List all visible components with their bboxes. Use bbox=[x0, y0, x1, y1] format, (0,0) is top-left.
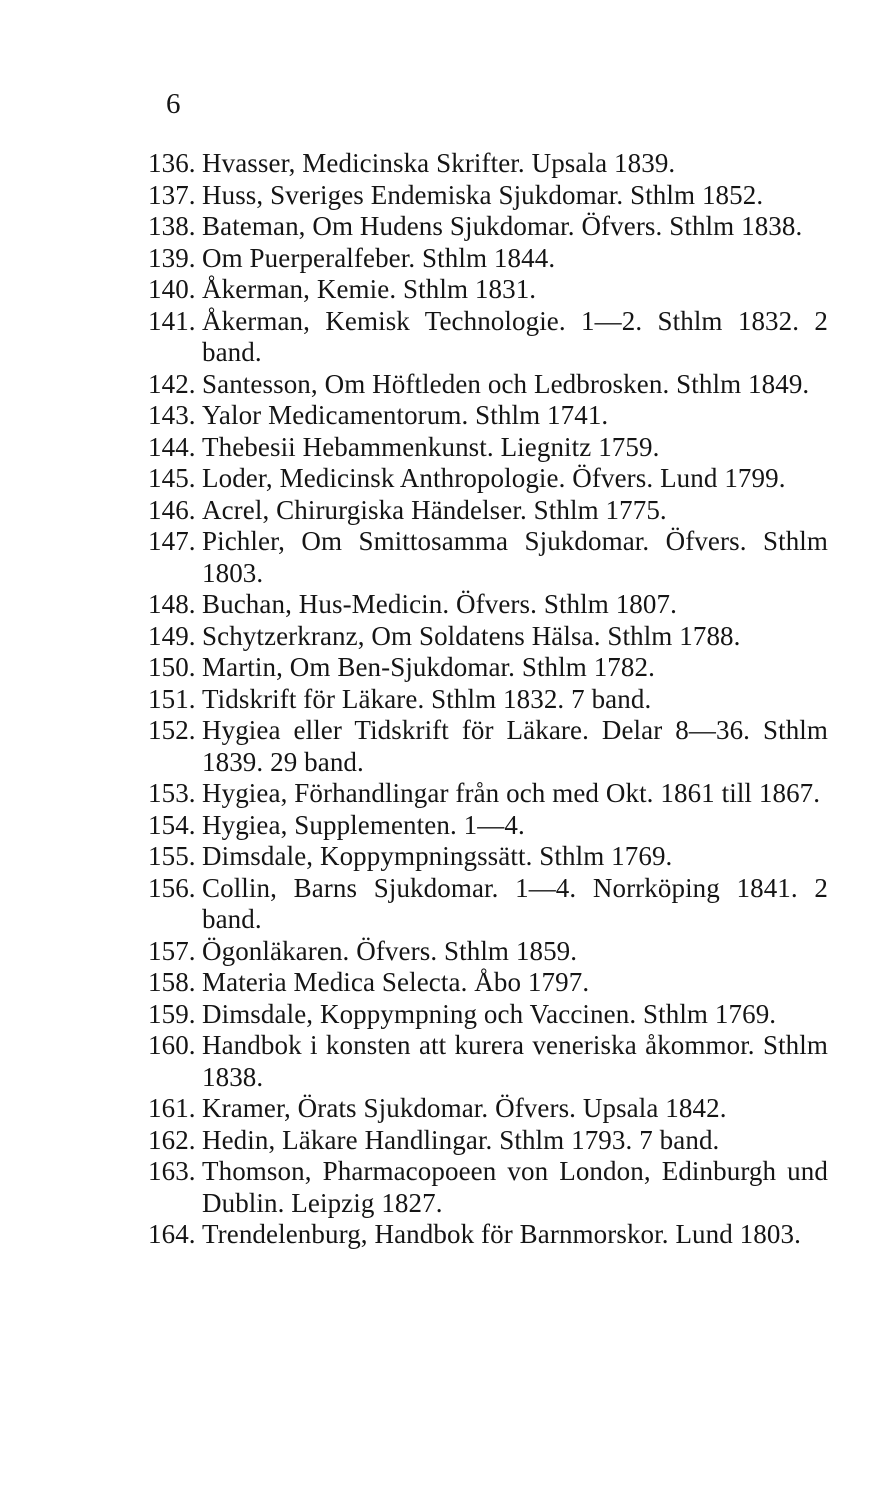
entry-number: 136. bbox=[148, 148, 196, 178]
entry-number: 150. bbox=[148, 652, 196, 682]
entry-number: 148. bbox=[148, 589, 196, 619]
entry-text: Dimsdale, Koppympning och Vaccinen. Sthlm 1769. bbox=[202, 998, 777, 1029]
list-item bbox=[148, 967, 828, 999]
list-item bbox=[148, 936, 828, 968]
entry-number: 139. bbox=[148, 242, 196, 273]
entry-number: 155. bbox=[148, 841, 196, 871]
entry-text: Bateman, Om Hudens Sjukdomar. Öfvers. Sthlm 1838. bbox=[202, 211, 803, 241]
entry-text: Collin, Barns Sjukdomar. 1—4. Norrköping 1841. 2 band. bbox=[202, 872, 828, 934]
entry-number: 160. bbox=[148, 1030, 196, 1060]
entry-text: Om Puerperalfeber. Sthlm 1844. bbox=[202, 242, 556, 273]
entry-text: Schytzerkranz, Om Soldatens Hälsa. Sthlm 1788. bbox=[202, 620, 741, 651]
list-item bbox=[148, 1219, 828, 1251]
entry-number: 152. bbox=[148, 715, 196, 745]
list-item bbox=[148, 306, 828, 369]
entry-text: Tidskrift för Läkare. Sthlm 1832. 7 band. bbox=[202, 683, 652, 714]
list-item bbox=[148, 274, 828, 306]
entry-number: 157. bbox=[148, 935, 196, 966]
entry-number: 151. bbox=[148, 683, 196, 714]
entry-number: 141. bbox=[148, 305, 196, 336]
list-item bbox=[148, 180, 828, 212]
entry-number: 137. bbox=[148, 179, 196, 210]
entry-text: Hygiea, Förhandlingar från och med Okt. 1861 till 1867. bbox=[202, 778, 821, 808]
entry-text: Thebesii Hebammenkunst. Liegnitz 1759. bbox=[202, 431, 660, 462]
entry-number: 146. bbox=[148, 494, 196, 525]
entry-number: 143. bbox=[148, 400, 196, 430]
entry-text: Dimsdale, Koppympningssätt. Sthlm 1769. bbox=[202, 841, 673, 871]
list-item bbox=[148, 841, 828, 873]
list-item bbox=[148, 1093, 828, 1125]
list-item bbox=[148, 684, 828, 716]
entry-text: Trendelenburg, Handbok för Barnmorskor. Lund 1803. bbox=[202, 1219, 801, 1249]
entry-text: Åkerman, Kemisk Technologie. 1—2. Sthlm 1832. 2 band. bbox=[202, 305, 828, 367]
list-item bbox=[148, 400, 828, 432]
list-item bbox=[148, 463, 828, 495]
entry-text: Thomson, Pharmacopoeen von London, Edinburgh und Dublin. Leipzig 1827. bbox=[202, 1156, 828, 1218]
list-item bbox=[148, 211, 828, 243]
list-item bbox=[148, 652, 828, 684]
entry-number: 149. bbox=[148, 620, 196, 651]
entry-text: Loder, Medicinsk Anthropologie. Öfvers. Lund 1799. bbox=[202, 463, 786, 493]
list-item bbox=[148, 589, 828, 621]
entry-number: 159. bbox=[148, 998, 196, 1029]
entry-number: 144. bbox=[148, 431, 196, 462]
entry-number: 161. bbox=[148, 1093, 196, 1123]
entry-number: 142. bbox=[148, 368, 196, 399]
list-item bbox=[148, 778, 828, 810]
list-item bbox=[148, 1030, 828, 1093]
list-item bbox=[148, 715, 828, 778]
entry-text: Hedin, Läkare Handlingar. Sthlm 1793. 7 band. bbox=[202, 1124, 720, 1155]
entry-number: 156. bbox=[148, 872, 196, 903]
entry-text: Acrel, Chirurgiska Händelser. Sthlm 1775. bbox=[202, 494, 667, 525]
page-number: 6 bbox=[166, 88, 181, 120]
list-item bbox=[148, 999, 828, 1031]
entry-text: Åkerman, Kemie. Sthlm 1831. bbox=[202, 274, 537, 304]
entry-number: 162. bbox=[148, 1124, 196, 1155]
entry-number: 158. bbox=[148, 967, 196, 997]
list-item bbox=[148, 1156, 828, 1219]
entry-text: Huss, Sveriges Endemiska Sjukdomar. Sthlm 1852. bbox=[202, 179, 764, 210]
entry-text: Ögonläkaren. Öfvers. Sthlm 1859. bbox=[202, 935, 578, 966]
list-item bbox=[148, 369, 828, 401]
entry-text: Yalor Medicamentorum. Sthlm 1741. bbox=[202, 400, 609, 430]
list-item bbox=[148, 148, 828, 180]
entry-number: 145. bbox=[148, 463, 196, 493]
entry-list bbox=[148, 148, 828, 1251]
entry-text: Hygiea eller Tidskrift för Läkare. Delar 8—36. Sthlm 1839. 29 band. bbox=[202, 715, 828, 777]
entry-text: Materia Medica Selecta. Åbo 1797. bbox=[202, 967, 590, 997]
entry-text: Pichler, Om Smittosamma Sjukdomar. Öfvers. Sthlm 1803. bbox=[202, 526, 828, 588]
entry-number: 140. bbox=[148, 274, 196, 304]
list-item bbox=[148, 495, 828, 527]
list-item bbox=[148, 432, 828, 464]
entry-number: 147. bbox=[148, 526, 196, 556]
entry-number: 153. bbox=[148, 778, 196, 808]
entry-text: Kramer, Örats Sjukdomar. Öfvers. Upsala 1842. bbox=[202, 1093, 727, 1123]
list-item bbox=[148, 243, 828, 275]
entry-text: Handbok i konsten att kurera veneriska åkommor. Sthlm 1838. bbox=[202, 1030, 828, 1092]
entry-number: 138. bbox=[148, 211, 196, 241]
entry-text: Martin, Om Ben-Sjukdomar. Sthlm 1782. bbox=[202, 652, 655, 682]
entry-text: Hygiea, Supplementen. 1—4. bbox=[202, 809, 525, 840]
entry-text: Santesson, Om Höftleden och Ledbrosken. Sthlm 1849. bbox=[202, 368, 810, 399]
list-item bbox=[148, 1125, 828, 1157]
list-item bbox=[148, 873, 828, 936]
list-item bbox=[148, 621, 828, 653]
entry-number: 164. bbox=[148, 1219, 196, 1249]
list-item bbox=[148, 810, 828, 842]
entry-text: Hvasser, Medicinska Skrifter. Upsala 1839. bbox=[202, 148, 676, 178]
entry-text: Buchan, Hus-Medicin. Öfvers. Sthlm 1807. bbox=[202, 589, 677, 619]
list-item bbox=[148, 526, 828, 589]
entry-number: 163. bbox=[148, 1156, 196, 1186]
entry-number: 154. bbox=[148, 809, 196, 840]
